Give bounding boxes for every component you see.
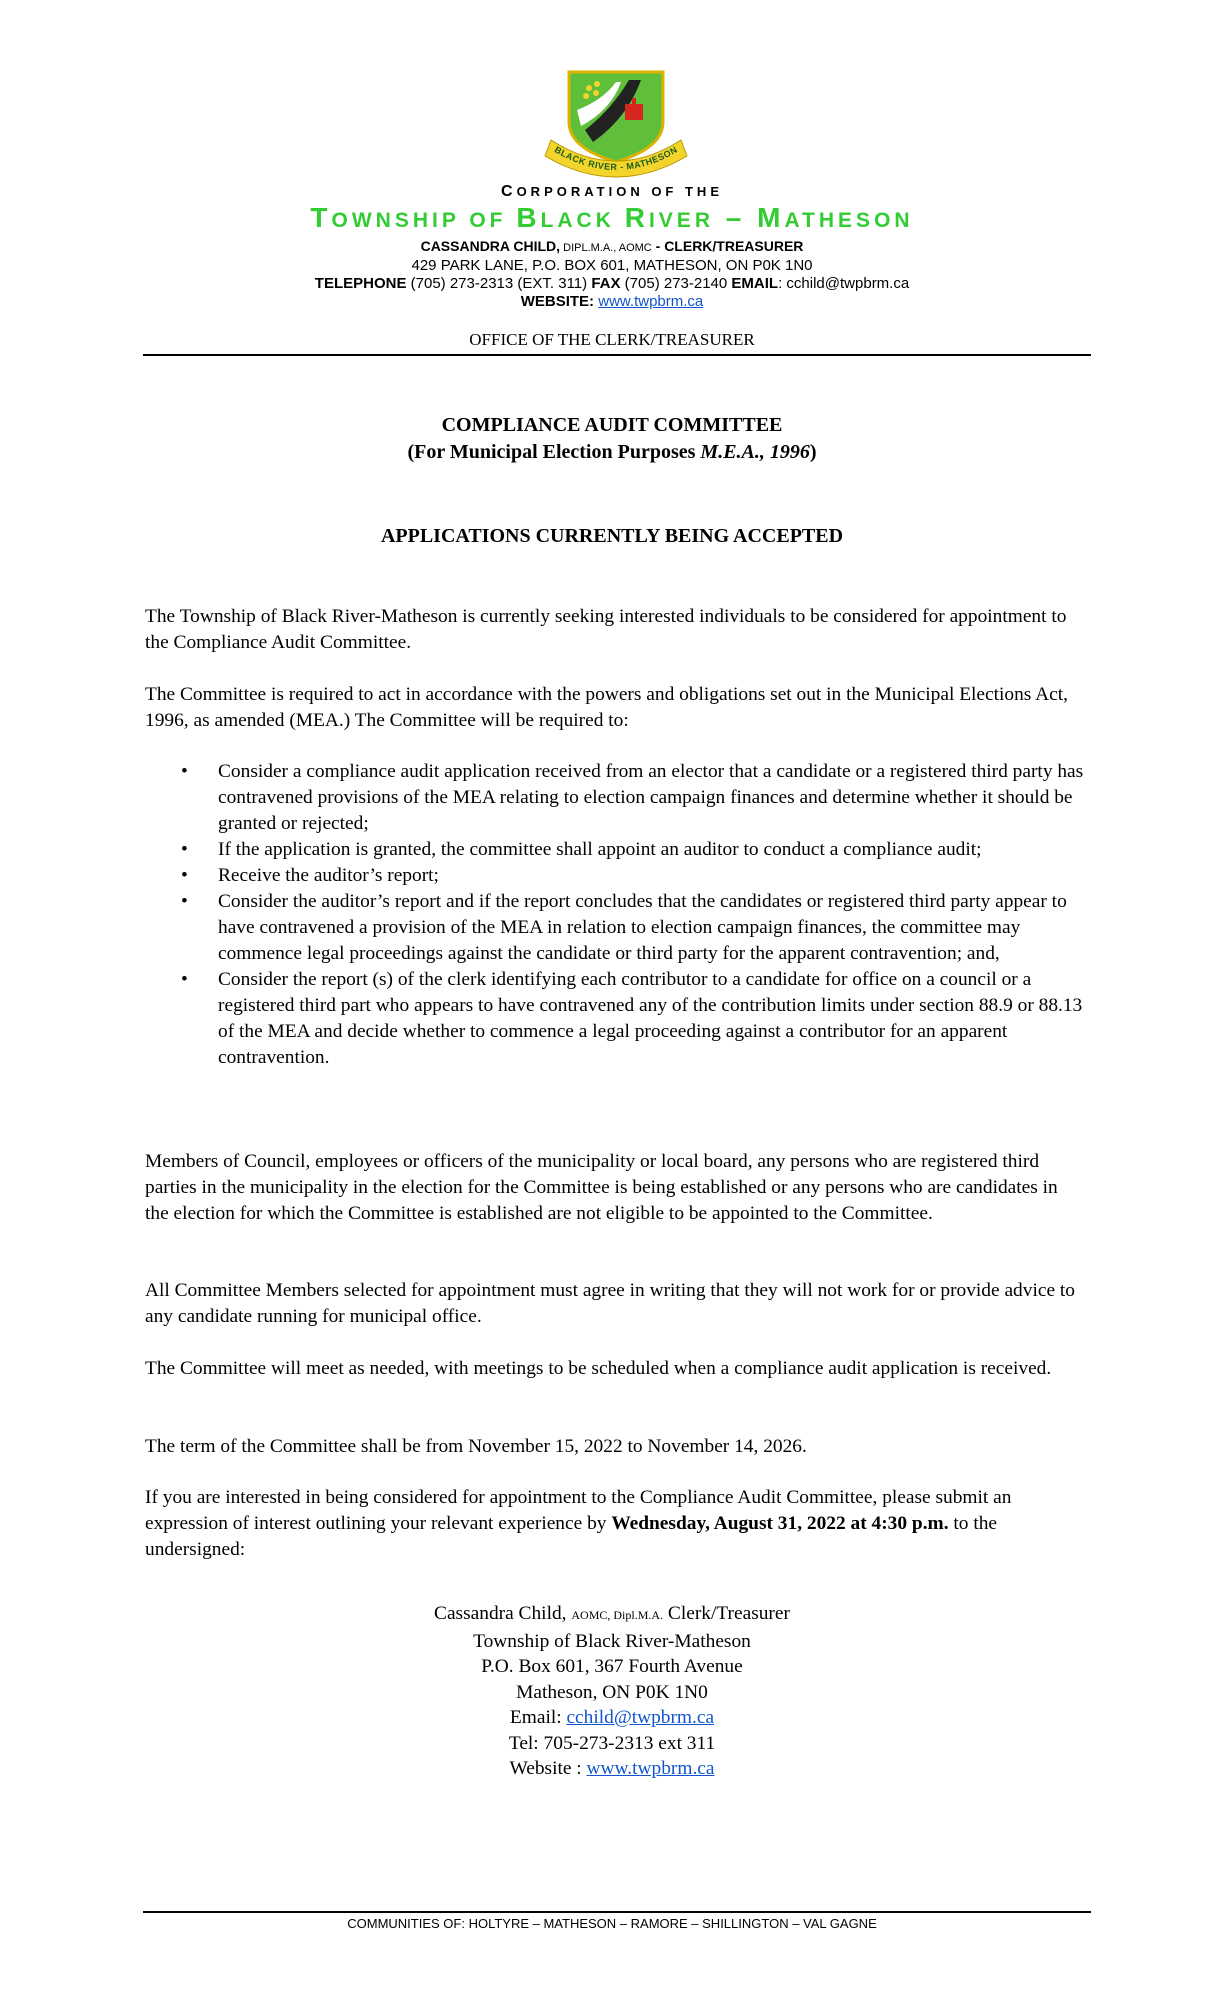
signatory-website: Website : www.twpbrm.ca [509,1758,715,1779]
website-line: WEBSITE: www.twpbrm.ca [520,293,704,310]
footer-communities: COMMUNITIES OF: HOLTYRE – MATHESON – RAMORE – SHILLINGTON – VAL GAGNE [347,1916,877,1931]
list-item: • Consider a compliance audit application received from an elector that a candidate or a registered third party has contravened provisions of the MEA relating to election campaign finances and determine whether it should be granted or rejected; [181,761,1084,834]
intro-paragraph: The Township of Black River-Matheson is currently seeking interested individuals to be considered for appointment to the Compliance Audit Committee. [145,606,1067,653]
email-link[interactable]: cchild@twpbrm.ca [566,1707,715,1728]
signatory-address-2: Matheson, ON P0K 1N0 [516,1681,708,1703]
list-item: • Consider the auditor’s report and if the report concludes that the candidates or registered third party appear to have contravened a provision of the MEA in relation to election campaign finances, the committee may commence legal proceedings against the candidate or third party for the apparent contravention; and, [181,891,1067,964]
signatory-name: Cassandra Child, AOMC, Dipl.M.A. Clerk/Treasurer [434,1603,790,1624]
agreement-paragraph: All Committee Members selected for appointment must agree in writing that they will not work for or provide advice to any candidate running for municipal office. [145,1280,1075,1327]
website-link[interactable]: www.twpbrm.ca [598,293,704,310]
signatory-address-1: P.O. Box 601, 367 Fourth Avenue [481,1656,743,1677]
notice-heading: APPLICATIONS CURRENTLY BEING ACCEPTED [380,525,844,547]
signatory-org: Township of Black River-Matheson [473,1630,751,1652]
duties-intro-paragraph: The Committee is required to act in accordance with the powers and obligations set out in the Municipal Elections Act, 1996, as amended (MEA.) The Committee will be required to: [145,684,1068,731]
term-paragraph: The term of the Committee shall be from November 15, 2022 to November 14, 2026. [145,1436,807,1457]
mailing-address: 429 PARK LANE, P.O. BOX 601, MATHESON, ON P0K 1N0 [411,257,813,274]
corporation-line: CORPORATION OF THE [501,183,723,200]
crest-ribbon-text: BLACK RIVER - MATHESON [552,144,680,173]
meetings-paragraph: The Committee will meet as needed, with meetings to be scheduled when a compliance audit application is received. [145,1358,1052,1379]
duties-list [145,759,1085,1071]
document-subtitle: (For Municipal Election Purposes M.E.A., 1996) [407,441,817,463]
document-title: COMPLIANCE AUDIT COMMITTEE [441,414,783,436]
clerk-line: CASSANDRA CHILD, DIPL.M.A., AOMC - CLERK/TREASURER [420,238,804,254]
list-item: • If the application is granted, the committee shall appoint an auditor to conduct a compliance audit; [181,839,982,860]
office-heading: OFFICE OF THE CLERK/TREASURER [469,330,755,349]
header-divider [143,354,1091,356]
township-crest-logo [541,70,691,182]
contact-line: TELEPHONE (705) 273-2313 (EXT. 311) FAX (705) 273-2140 EMAIL: cchild@twpbrm.ca [314,275,910,292]
list-item: • Consider the report (s) of the clerk identifying each contributor to a candidate for office on a council or a registered third part who appears to have contravened any of the contribution limits under section 88.9 or 88.13 of the MEA and decide whether to commence a legal proceeding against a contributor for an apparent contravention. [181,969,1083,1068]
eligibility-paragraph: Members of Council, employees or officers of the municipality or local board, any persons who are registered third parties in the municipality in the election for the Committee is being established or any persons who are candidates in the election for which the Committee is established are not eligible to be appointed to the Committee. [145,1151,1058,1224]
crest-shield [569,72,663,162]
deadline-paragraph: If you are interested in being considered for appointment to the Compliance Audit Committee, please submit an expression of interest outlining your relevant experience by Wednesday, August 31, 2022 at 4:30 p.m. to the undersigned: [145,1487,1012,1560]
signatory-email: Email: cchild@twpbrm.ca [509,1707,715,1728]
signatory-tel: Tel: 705-273-2313 ext 311 [508,1732,716,1754]
signature-website-link[interactable]: www.twpbrm.ca [586,1758,715,1779]
list-item: • Receive the auditor’s report; [181,865,439,886]
footer-divider [143,1911,1091,1913]
township-name: TOWNSHIP OF BLACK RIVER – MATHESON [310,202,914,233]
signature-block [0,1601,1224,1782]
